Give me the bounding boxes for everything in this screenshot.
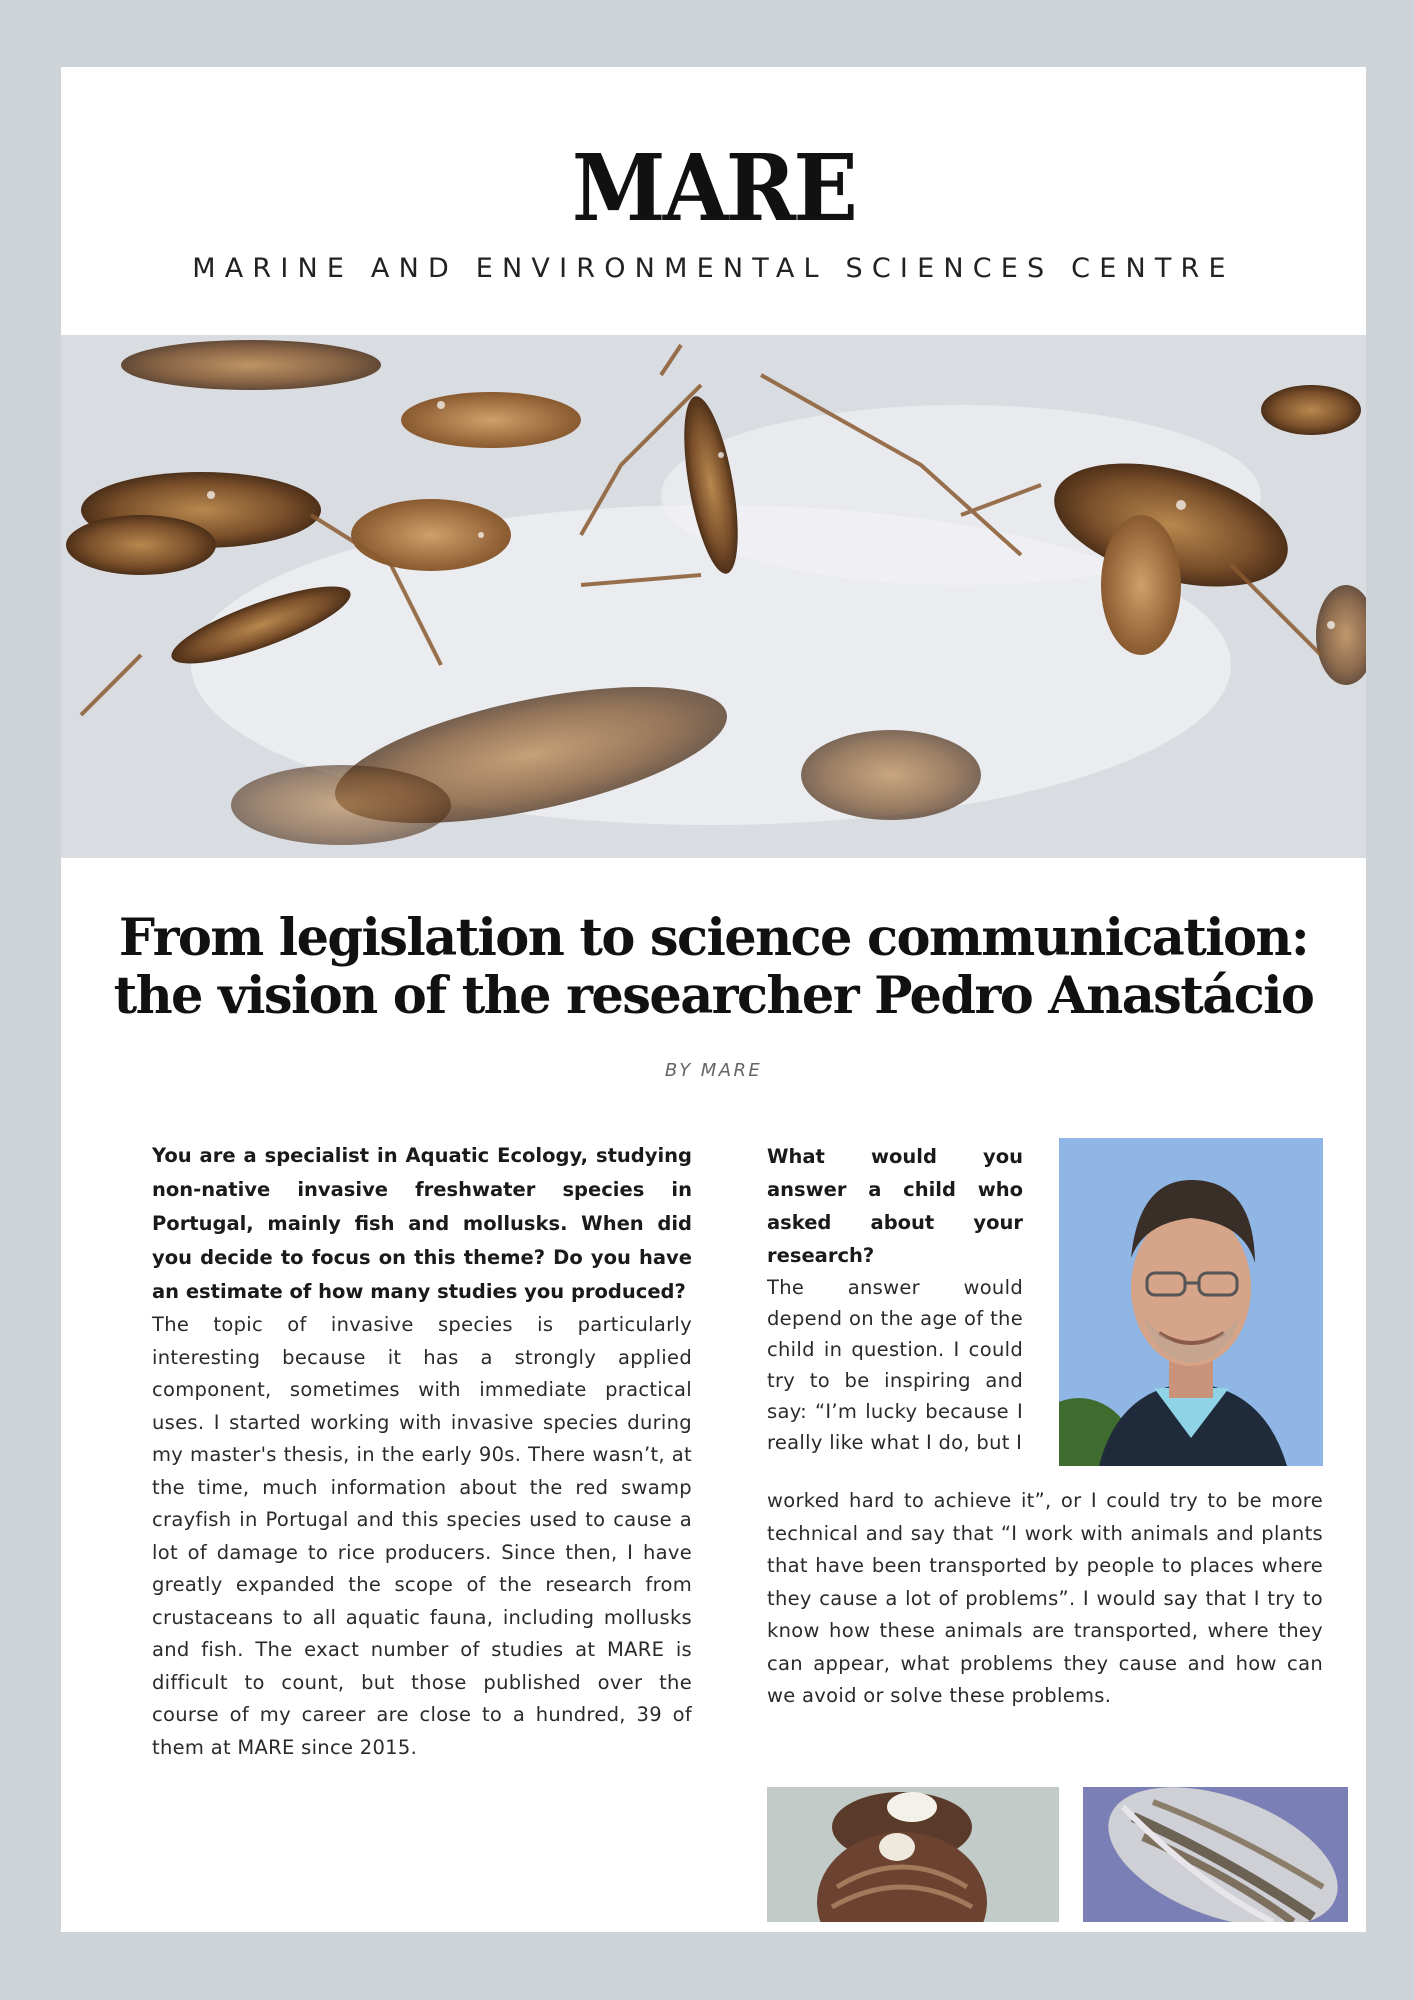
article-headline	[101, 909, 1326, 1025]
answer-2-part-1: The answer would depend on the age of the child in question. I could try to be inspiring and say: “I’m lucky because I really like what I do, but I	[767, 1276, 1023, 1454]
brand-title: MARE	[571, 134, 856, 242]
byline: BY MARE	[664, 1060, 763, 1081]
answer-1: The topic of invasive species is particularly interesting because it has a strongly applied component, sometimes with immediate practical uses. I started working with invasive species during my master's thesis, in the early 90s. There wasn’t, at the time, much information about the red swamp crayfish in Portugal and this species used to cause a lot of damage to rice producers. Since then, I have greatly expanded the scope of the research from crustaceans to all aquatic fauna, including mollusks and fish. The exact number of studies at MARE is difficult to count, but those published over the course of my career are close to a hundred, 39 of them at MARE since 2015.	[152, 1313, 692, 1759]
hero-crayfish-image	[61, 335, 1366, 858]
right-column-top	[767, 1140, 1023, 1458]
zebra-mussel-image	[1083, 1787, 1348, 1922]
question-2: What would you answer a child who asked about your research?	[767, 1145, 1023, 1267]
headline-line-1: From legislation to science communication:	[118, 908, 1309, 968]
headline-line-2: the vision of the researcher Pedro Anastácio	[113, 966, 1314, 1026]
right-column-bottom	[767, 1485, 1323, 1713]
brand-subtitle: MARINE AND ENVIRONMENTAL SCIENCES CENTRE	[192, 253, 1235, 284]
freshwater-clam-image	[767, 1787, 1059, 1922]
question-1: You are a specialist in Aquatic Ecology, studying non-native invasive freshwater species in Portugal, mainly fish and mollusks. When did you decide to focus on this theme? Do you have an estimate of how many studies you produced?	[152, 1144, 692, 1303]
answer-2-part-2: worked hard to achieve it”, or I could try to be more technical and say that “I work with animals and plants that have been transported by people to places where they cause a lot of problems”. I would say that I try to know how these animals are transported, where they can appear, what problems they cause and how can we avoid or solve these problems.	[767, 1489, 1323, 1707]
left-column	[152, 1139, 692, 1764]
researcher-portrait-image	[1059, 1138, 1323, 1466]
page	[61, 67, 1366, 1932]
